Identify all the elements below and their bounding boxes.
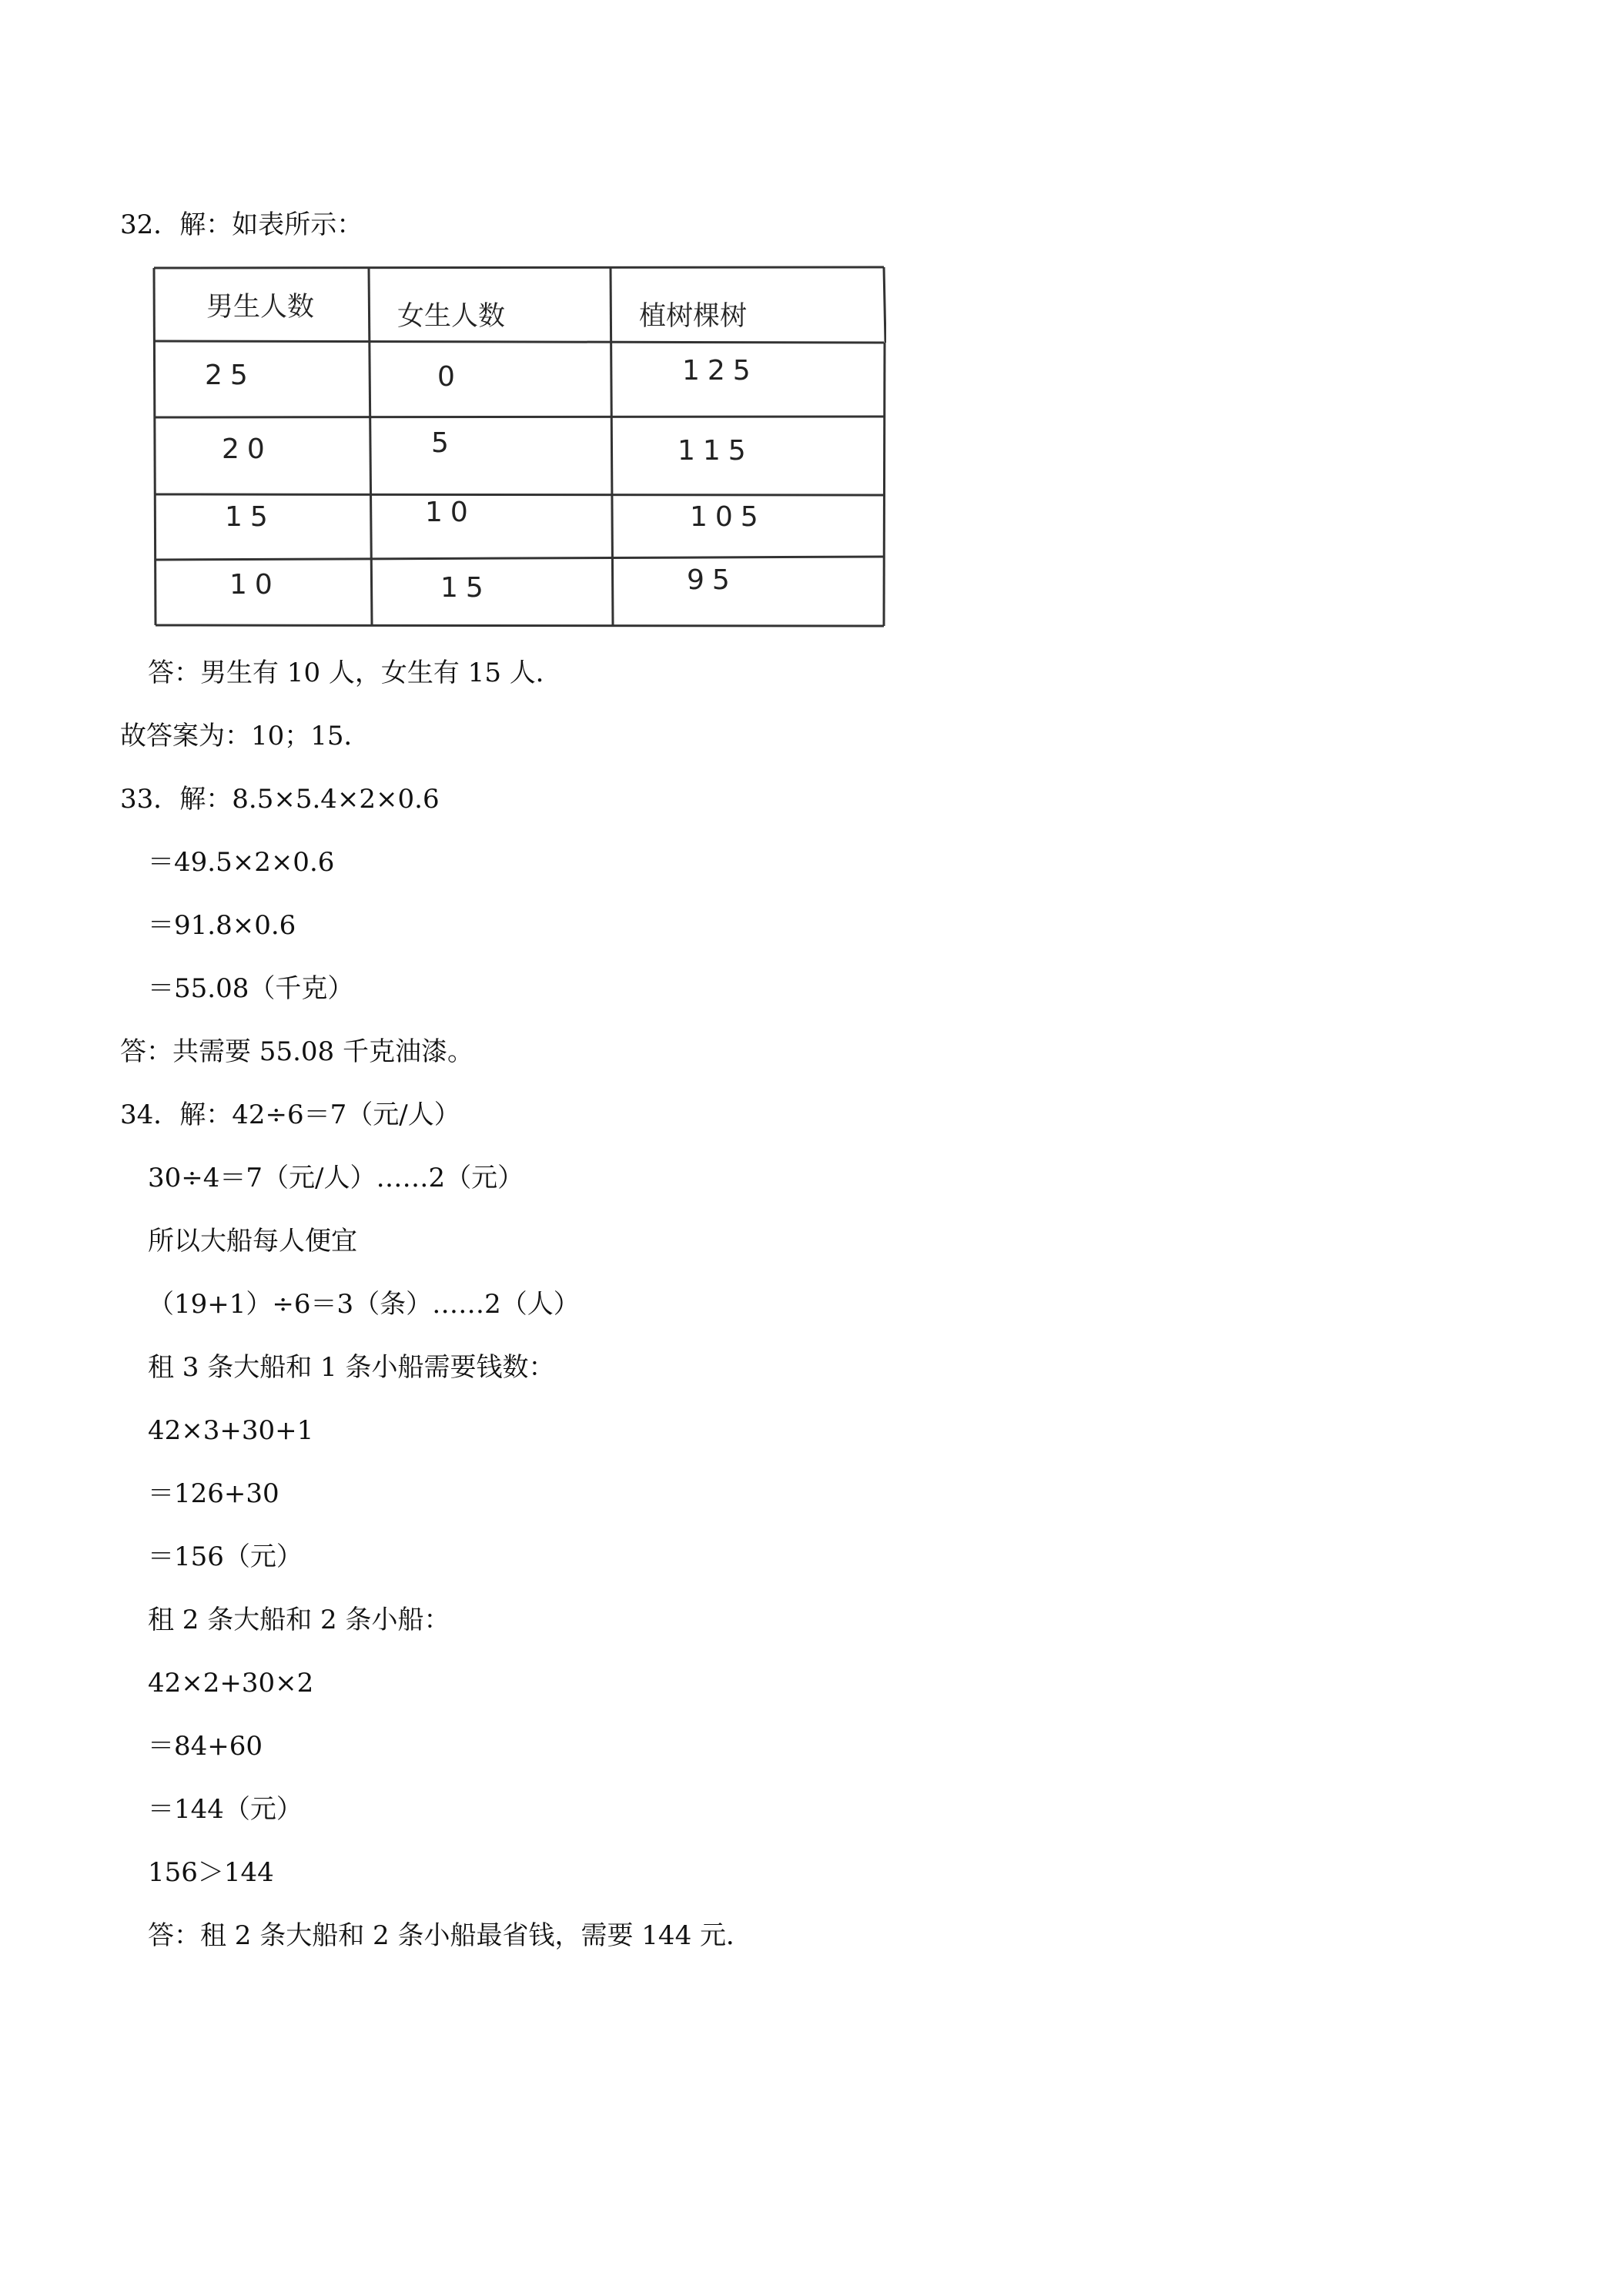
q33-step-1: ＝49.5×2×0.6 <box>148 847 335 878</box>
q34-answer: 答：租 2 条大船和 2 条小船最省钱，需要 144 元． <box>148 1920 753 1951</box>
table-cell-r3-girls: 10 <box>425 497 476 528</box>
q34-heading: 34．解：42÷6＝7（元/人） <box>120 1099 460 1130</box>
q34-step-4: 租 3 条大船和 1 条小船需要钱数： <box>148 1352 555 1383</box>
table-cell-r1-girls: 0 <box>437 361 463 393</box>
table-cell-r1-boys: 25 <box>205 360 256 391</box>
header-girls-count: 女生人数 <box>397 301 506 332</box>
table-cell-r2-boys: 20 <box>222 433 273 465</box>
q34-step-8: 租 2 条大船和 2 条小船： <box>148 1605 450 1635</box>
q34-step-3: （19+1）÷6＝3（条）……2（人） <box>148 1289 580 1320</box>
q33-heading: 33．解：8.5×5.4×2×0.6 <box>120 784 440 815</box>
table-cell-r3-trees: 105 <box>690 501 766 533</box>
q34-step-11: ＝144（元） <box>148 1794 303 1825</box>
q34-step-7: ＝156（元） <box>148 1541 303 1572</box>
q34-step-6: ＝126+30 <box>148 1478 279 1509</box>
tree-planting-table <box>152 266 886 628</box>
q34-step-1: 30÷4＝7（元/人）……2（元） <box>148 1163 524 1193</box>
table-cell-r1-trees: 125 <box>682 355 758 387</box>
q34-step-5: 42×3+30+1 <box>148 1415 314 1446</box>
q34-step-9: 42×2+30×2 <box>148 1668 314 1699</box>
table-cell-r4-boys: 10 <box>229 569 280 601</box>
table-cell-r2-girls: 5 <box>431 427 457 459</box>
table-cell-r4-girls: 15 <box>440 572 491 604</box>
header-boys-count: 男生人数 <box>206 292 315 323</box>
q32-conclusion: 故答案为：10；15． <box>120 721 370 751</box>
q32-heading: 32．解：如表所示： <box>120 209 363 240</box>
q34-step-2: 所以大船每人便宜 <box>148 1226 357 1257</box>
q33-answer: 答：共需要 55.08 千克油漆。 <box>120 1036 474 1067</box>
table-cell-r2-trees: 115 <box>678 435 754 467</box>
q33-step-2: ＝91.8×0.6 <box>148 910 296 941</box>
table-cell-r4-trees: 95 <box>687 564 738 596</box>
q34-comparison: 156＞144 <box>148 1857 274 1888</box>
q33-step-3: ＝55.08（千克） <box>148 973 354 1004</box>
q34-step-10: ＝84+60 <box>148 1731 263 1762</box>
header-trees-planted: 植树棵树 <box>639 301 748 332</box>
table-cell-r3-boys: 15 <box>225 501 276 533</box>
q32-answer: 答：男生有 10 人，女生有 15 人． <box>148 658 562 688</box>
